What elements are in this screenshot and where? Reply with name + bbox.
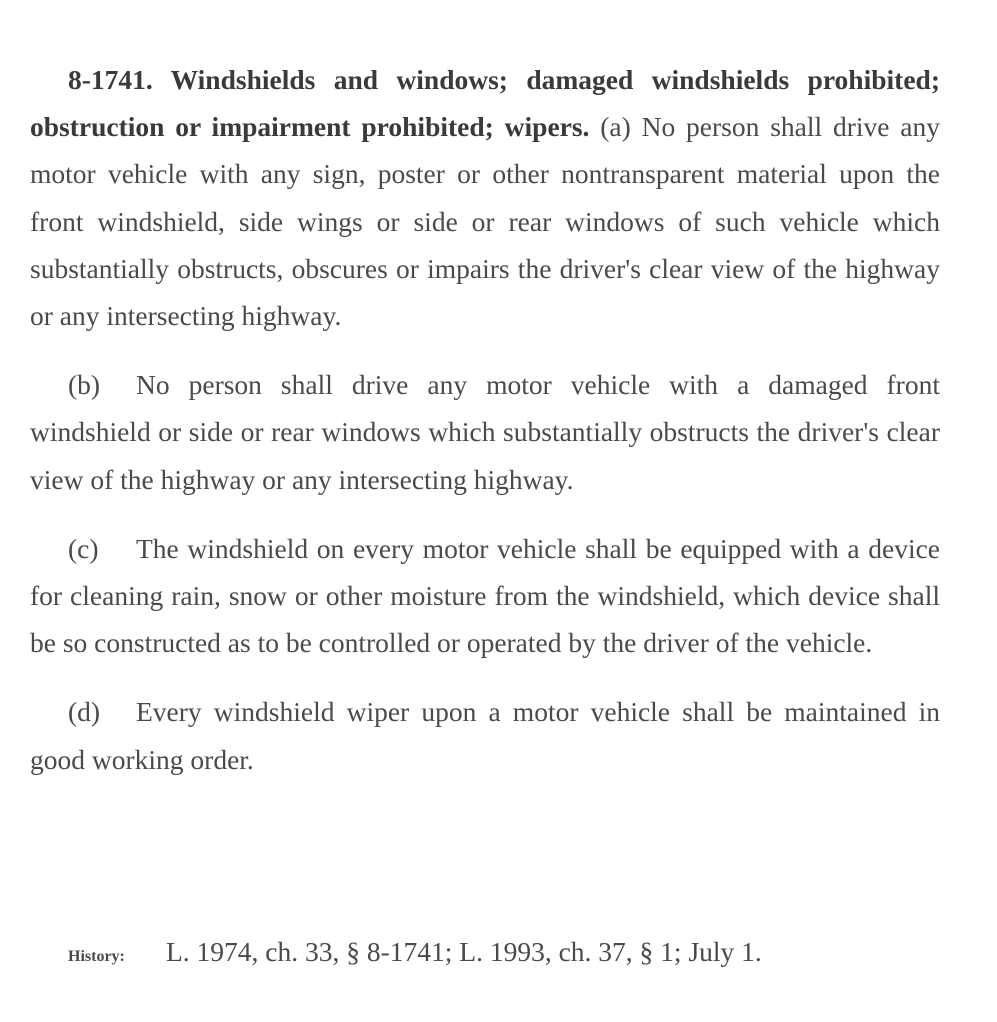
- subsection-d-label: (d): [68, 696, 101, 728]
- subsection-b-label: (b): [68, 369, 101, 401]
- subsection-a-text: No person shall drive any motor vehicle with any sign, poster or other nontransparent material upon the front windshield, side wings or side or rear windows of such vehicle which substantially obstructs, obscures or impairs the driver's clear view of the highway or any intersecting highway.: [30, 111, 940, 332]
- subsection-b-paragraph: [30, 361, 940, 503]
- subsection-a-paragraph: [30, 56, 940, 339]
- subsection-a-label: (a): [600, 111, 631, 143]
- statute-section: [30, 56, 940, 783]
- subsection-d-text: Every windshield wiper upon a motor vehicle shall be maintained in good working order.: [30, 696, 940, 775]
- history-text: L. 1974, ch. 33, § 8-1741; L. 1993, ch. 37, § 1; July 1.: [166, 936, 762, 967]
- history-line: [68, 928, 762, 980]
- subsection-d-paragraph: [30, 688, 940, 782]
- history-label: History:: [68, 948, 125, 965]
- subsection-c-label: (c): [68, 532, 99, 564]
- subsection-c-text: The windshield on every motor vehicle shall be equipped with a device for cleaning rain, snow or other moisture from the windshield, which device shall be so constructed as to be controlled or operated by the driver of the vehicle.: [30, 532, 940, 659]
- section-heading: 8-1741. Windshields and windows; damaged windshields prohibited; obstruction or impairment prohibited; wipers.: [30, 64, 940, 143]
- subsection-b-text: No person shall drive any motor vehicle with a damaged front windshield or side or rear windows which substantially obstructs the driver's clear view of the highway or any intersecting highway.: [30, 369, 940, 495]
- subsection-c-paragraph: [30, 525, 940, 667]
